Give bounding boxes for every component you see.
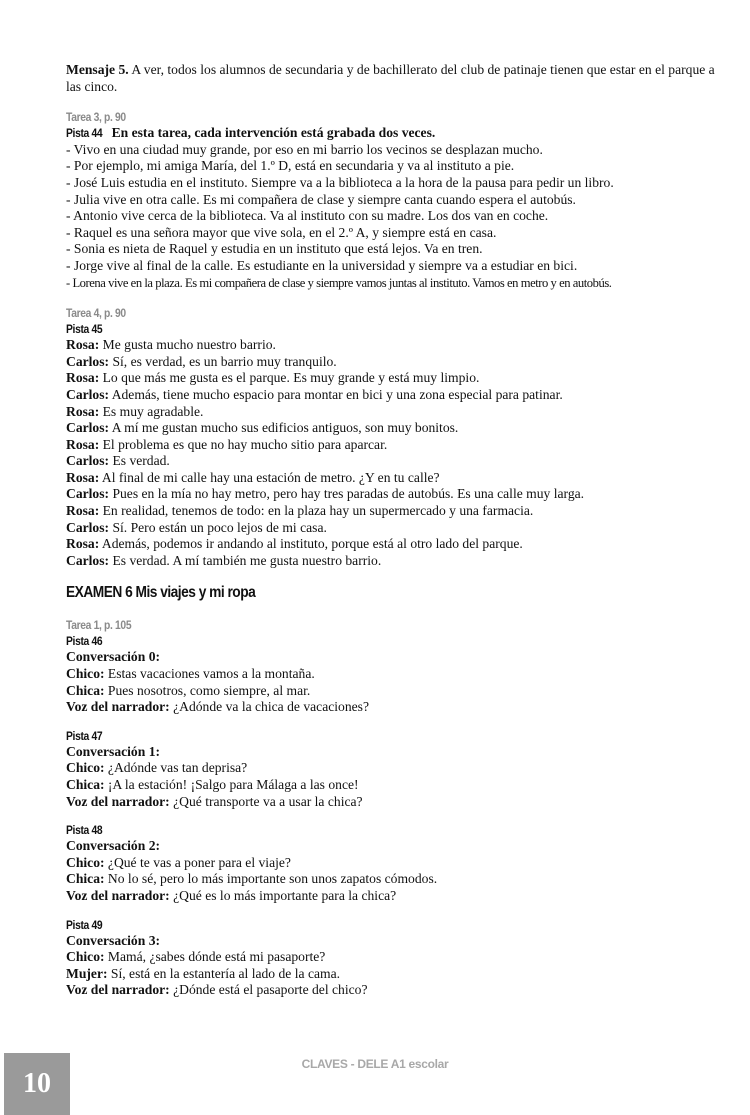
- dialogue-line: [66, 949, 716, 966]
- speaker: Voz del narrador:: [66, 982, 170, 998]
- dialogue-text: Estas vacaciones vamos a la montaña.: [104, 666, 315, 682]
- dialogue-text: Mamá, ¿sabes dónde está mi pasaporte?: [104, 949, 326, 965]
- tarea-3-line: - Sonia es nieta de Raquel y estudia en un instituto que está lejos. Va en tren.: [66, 241, 483, 257]
- dialogue-line: [66, 966, 716, 983]
- dialogue-text: Al final de mi calle hay una estación de metro. ¿Y en tu calle?: [99, 469, 440, 485]
- tarea-3-line: - Jorge vive al final de la calle. Es estudiante en la universidad y siempre va a estudiar en bici.: [66, 257, 578, 273]
- speaker: Rosa:: [66, 436, 100, 452]
- speaker: Rosa:: [66, 337, 100, 353]
- dialogue-text: Además, podemos ir andando al instituto, porque está al otro lado del parque.: [99, 536, 523, 552]
- dialogue-line: [66, 470, 716, 487]
- speaker: Chico:: [66, 949, 105, 965]
- page-content: [66, 62, 716, 999]
- tarea-3-line: - Raquel es una señora mayor que vive sola, en el 2.º A, y siempre está en casa.: [66, 224, 497, 240]
- dialogue-text: ¿Qué transporte va a usar la chica?: [169, 793, 363, 809]
- dialogue-text: Pues en la mía no hay metro, pero hay tres paradas de autobús. Es una calle muy larga.: [109, 486, 585, 502]
- speaker: Carlos:: [66, 486, 110, 502]
- speaker: Rosa:: [66, 536, 100, 552]
- dialogue-text: En realidad, tenemos de todo: en la plaza hay un supermercado y una farmacia.: [99, 503, 534, 519]
- dialogue-line: [66, 855, 716, 872]
- mensaje-5-paragraph: [66, 62, 726, 95]
- dialogue-line: [66, 337, 716, 354]
- speaker: Chica:: [66, 777, 105, 792]
- tarea-3-line: - José Luis estudia en el instituto. Siempre va a la biblioteca a la hora de la pausa para pedir un libro.: [66, 174, 614, 190]
- dialogue-line: [66, 503, 716, 520]
- page-number: 10: [4, 1053, 70, 1115]
- speaker: Carlos:: [66, 386, 110, 402]
- tarea-3-line: - Lorena vive en la plaza. Es mi compañera de clase y siempre vamos juntas al instituto. Vamos en metro y en autobús.: [66, 275, 612, 290]
- tarea-3-line: - Antonio vive cerca de la biblioteca. Va al instituto con su madre. Los dos van en coche.: [66, 208, 549, 224]
- dialogue-text: Sí, es verdad, es un barrio muy tranquilo.: [109, 353, 337, 369]
- dialogue-line: [66, 486, 716, 503]
- speaker: Carlos:: [66, 519, 110, 535]
- dialogue-text: ¿Qué te vas a poner para el viaje?: [104, 854, 291, 870]
- dialogue-text: No lo sé, pero lo más importante son unos zapatos cómodos.: [104, 871, 438, 887]
- pista-48-label: Pista 48: [66, 823, 103, 838]
- speaker: Rosa:: [66, 503, 100, 519]
- speaker: Voz del narrador:: [66, 699, 170, 715]
- dialogue-text: Me gusta mucho nuestro barrio.: [99, 337, 276, 353]
- conversacion-label: Conversación 2:: [66, 838, 161, 854]
- dialogue-text: Además, tiene mucho espacio para montar en bici y una zona especial para patinar.: [109, 386, 563, 402]
- pista-49-label: Pista 49: [66, 917, 103, 932]
- tarea-3-line: - Por ejemplo, mi amiga María, del 1.º D, está en secundaria y va al instituto a pie.: [66, 158, 515, 174]
- dialogue-line: [66, 699, 716, 716]
- mensaje-5-text: A ver, todos los alumnos de secundaria y de bachillerato del club de patinaje tienen que estar en el parque a las cinco.: [66, 62, 715, 94]
- tarea-3-line: - Julia vive en otra calle. Es mi compañera de clase y siempre canta cuando espera el autobús.: [66, 191, 576, 207]
- conversacion-label: Conversación 0:: [66, 649, 161, 665]
- dialogue-text: Pues nosotros, como siempre, al mar.: [104, 682, 311, 698]
- tarea-3-heading: Tarea 3, p. 90: [66, 110, 126, 125]
- pista-44-note: En esta tarea, cada intervención está grabada dos veces.: [111, 125, 436, 141]
- dialogue-text: Es verdad.: [109, 453, 170, 469]
- conversacion-label: Conversación 1:: [66, 743, 161, 759]
- dialogue-line: [66, 370, 716, 387]
- conversacion-label: Conversación 3:: [66, 932, 161, 948]
- pista-44-line: [66, 125, 716, 142]
- speaker: Voz del narrador:: [66, 887, 170, 903]
- speaker: Carlos:: [66, 453, 110, 469]
- pista-47-label: Pista 47: [66, 728, 103, 743]
- dialogue-line: [66, 683, 716, 700]
- dialogue-line: [66, 888, 716, 905]
- dialogue-line: [66, 666, 716, 683]
- pista-46-label: Pista 46: [66, 634, 103, 649]
- speaker: Mujer:: [66, 965, 108, 981]
- dialogue-line: [66, 777, 716, 794]
- dialogue-text: Es verdad. A mí también me gusta nuestro barrio.: [109, 552, 382, 568]
- dialogue-line: [66, 871, 716, 888]
- speaker: Chico:: [66, 666, 105, 682]
- tarea-4-heading: Tarea 4, p. 90: [66, 306, 126, 321]
- dialogue-line: [66, 453, 716, 470]
- speaker: Carlos:: [66, 353, 110, 369]
- dialogue-text: ¿Dónde está el pasaporte del chico?: [169, 982, 368, 998]
- dialogue-line: [66, 437, 716, 454]
- mensaje-5-label: Mensaje 5.: [66, 62, 129, 77]
- pista-45-label: Pista 45: [66, 322, 103, 337]
- dialogue-line: [66, 354, 716, 371]
- page-footer: [0, 1053, 750, 1115]
- dialogue-line: [66, 794, 716, 811]
- speaker: Carlos:: [66, 420, 110, 436]
- dialogue-text: Es muy agradable.: [99, 403, 204, 419]
- tarea-1-heading: Tarea 1, p. 105: [66, 618, 132, 633]
- dialogue-line: [66, 387, 716, 404]
- speaker: Rosa:: [66, 403, 100, 419]
- speaker: Rosa:: [66, 469, 100, 485]
- dialogue-line: [66, 982, 716, 999]
- speaker: Chica:: [66, 871, 105, 887]
- dialogue-text: ¡A la estación! ¡Salgo para Málaga a las once!: [104, 777, 359, 792]
- dialogue-line: [66, 404, 716, 421]
- speaker: Chico:: [66, 854, 105, 870]
- dialogue-line: [66, 536, 716, 553]
- dialogue-line: [66, 760, 716, 777]
- tarea-3-line: - Vivo en una ciudad muy grande, por eso en mi barrio los vecinos se desplazan mucho.: [66, 141, 543, 157]
- speaker: Chico:: [66, 760, 105, 776]
- dialogue-line: [66, 553, 716, 570]
- examen-6-title: EXAMEN 6 Mis viajes y mi ropa: [66, 584, 256, 602]
- dialogue-text: Sí. Pero están un poco lejos de mi casa.: [109, 519, 327, 535]
- speaker: Rosa:: [66, 370, 100, 386]
- speaker: Carlos:: [66, 552, 110, 568]
- dialogue-line: [66, 520, 716, 537]
- dialogue-text: Lo que más me gusta es el parque. Es muy grande y está muy limpio.: [99, 370, 480, 386]
- footer-title: CLAVES - DELE A1 escolar: [301, 1057, 449, 1071]
- dialogue-text: Sí, está en la estantería al lado de la cama.: [107, 965, 341, 981]
- dialogue-text: A mí me gustan mucho sus edificios antiguos, son muy bonitos.: [109, 420, 459, 436]
- dialogue-text: ¿Adónde va la chica de vacaciones?: [169, 699, 369, 715]
- dialogue-text: El problema es que no hay mucho sitio para aparcar.: [99, 436, 388, 452]
- pista-44-label: Pista 44: [66, 126, 103, 141]
- speaker: Voz del narrador:: [66, 793, 170, 809]
- dialogue-line: [66, 420, 716, 437]
- dialogue-text: ¿Qué es lo más importante para la chica?: [169, 887, 397, 903]
- dialogue-text: ¿Adónde vas tan deprisa?: [104, 760, 248, 776]
- speaker: Chica:: [66, 682, 105, 698]
